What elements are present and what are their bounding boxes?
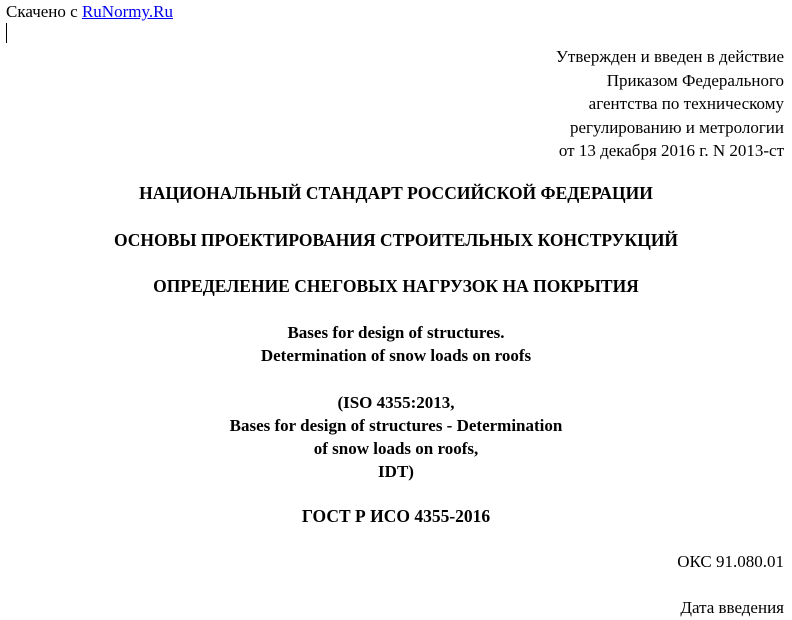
source-link[interactable]: RuNormy.Ru [81, 2, 173, 21]
intro-date-label: Дата введения [680, 598, 784, 617]
iso-reference-line: IDT) [378, 462, 414, 481]
iso-reference-line: (ISO 4355:2013, [337, 393, 455, 412]
source-line [6, 2, 173, 22]
oks-code: ОКС 91.080.01 [677, 552, 784, 571]
approval-line: от 13 декабря 2016 г. N 2013-ст [558, 141, 784, 160]
approval-block [556, 45, 784, 163]
approval-line: агентства по техническому [588, 94, 784, 113]
standard-title: НАЦИОНАЛЬНЫЙ СТАНДАРТ РОССИЙСКОЙ ФЕДЕРАЦИИ [139, 183, 653, 203]
iso-reference [0, 391, 792, 483]
standard-subject: ОСНОВЫ ПРОЕКТИРОВАНИЯ СТРОИТЕЛЬНЫХ КОНСТРУКЦИЙ [113, 230, 679, 250]
english-title-line: Bases for design of structures. [287, 323, 505, 342]
approval-line: Приказом Федерального [606, 70, 784, 90]
iso-reference-line: Bases for design of structures - Determination [229, 416, 563, 435]
approval-line: регулированию и метрологии [569, 117, 784, 137]
standard-subtitle: ОПРЕДЕЛЕНИЕ СНЕГОВЫХ НАГРУЗОК НА ПОКРЫТИЯ [153, 276, 639, 296]
text-cursor [6, 23, 7, 43]
english-title [0, 321, 792, 367]
gost-number: ГОСТ Р ИСО 4355-2016 [301, 506, 491, 526]
english-title-line: Determination of snow loads on roofs [260, 346, 532, 365]
approval-line: Утвержден и введен в действие [555, 47, 784, 66]
iso-reference-line: of snow loads on roofs, [313, 439, 479, 458]
source-prefix: Скачено с [6, 2, 82, 21]
